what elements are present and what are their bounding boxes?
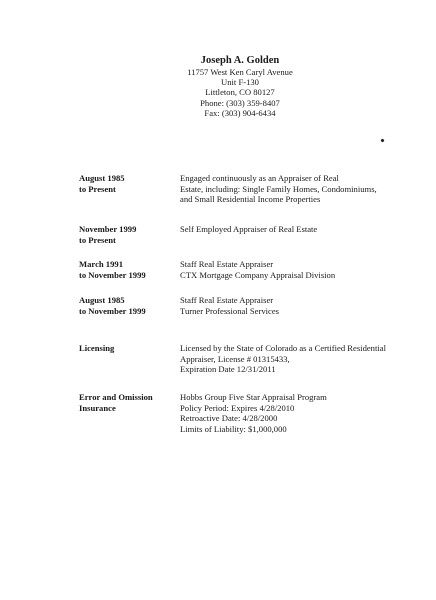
- desc-line: Policy Period: Expires 4/28/2010: [180, 402, 295, 413]
- desc-line: Expiration Date 12/31/2011: [180, 364, 276, 375]
- desc-line: Staff Real Estate Appraiser: [180, 295, 274, 305]
- date-line: to Present: [79, 183, 116, 194]
- desc-line: Turner Professional Services: [180, 305, 279, 316]
- city-state-zip: Littleton, CO 80127: [205, 87, 275, 98]
- desc-line: CTX Mortgage Company Appraisal Division: [180, 269, 336, 280]
- date-line: Licensing: [79, 343, 115, 353]
- desc-line: Hobbs Group Five Star Appraisal Program: [180, 392, 327, 402]
- desc-line: Engaged continuously as an Appraiser of Real: [180, 173, 339, 183]
- entry-description: [180, 343, 420, 375]
- desc-line: Appraiser, License # 01315433,: [180, 353, 290, 364]
- desc-line: and Small Residential Income Properties: [180, 194, 321, 205]
- entry-description: [180, 173, 420, 205]
- entry-date: [79, 392, 169, 413]
- person-name: Joseph A. Golden: [200, 55, 280, 66]
- entry-date: [79, 173, 169, 194]
- contact-header: [150, 54, 330, 118]
- desc-line: Limits of Liability: $1,000,000: [180, 423, 287, 434]
- date-line: to November 1999: [79, 269, 146, 280]
- address-line-1: 11757 West Ken Caryl Avenue: [187, 67, 293, 77]
- entry-description: [180, 392, 420, 434]
- date-line: August 1985: [79, 173, 125, 183]
- stray-mark: [380, 138, 384, 142]
- date-line: Error and Omission: [79, 392, 153, 402]
- desc-line: Licensed by the State of Colorado as a Certified Residential: [180, 343, 386, 353]
- entry-description: [180, 295, 420, 316]
- entry-date: [79, 295, 169, 316]
- entry-description: [180, 259, 420, 280]
- phone-number: Phone: (303) 359-8407: [200, 97, 280, 108]
- fax-number: Fax: (303) 904-6434: [204, 107, 276, 118]
- date-line: August 1985: [79, 295, 125, 305]
- desc-line: Staff Real Estate Appraiser: [180, 259, 274, 269]
- entry-date: [79, 343, 169, 354]
- desc-line: Self Employed Appraiser of Real Estate: [180, 224, 318, 234]
- date-line: Insurance: [79, 402, 116, 413]
- date-line: to November 1999: [79, 305, 146, 316]
- desc-line: Estate, including: Single Family Homes, Condominiums,: [180, 183, 377, 194]
- entry-description: [180, 224, 420, 235]
- date-line: to Present: [79, 234, 116, 245]
- desc-line: Retroactive Date: 4/28/2000: [180, 413, 278, 424]
- address-line-2: Unit F-130: [221, 77, 259, 88]
- date-line: November 1999: [79, 224, 137, 234]
- date-line: March 1991: [79, 259, 123, 269]
- entry-date: [79, 259, 169, 280]
- entry-date: [79, 224, 169, 245]
